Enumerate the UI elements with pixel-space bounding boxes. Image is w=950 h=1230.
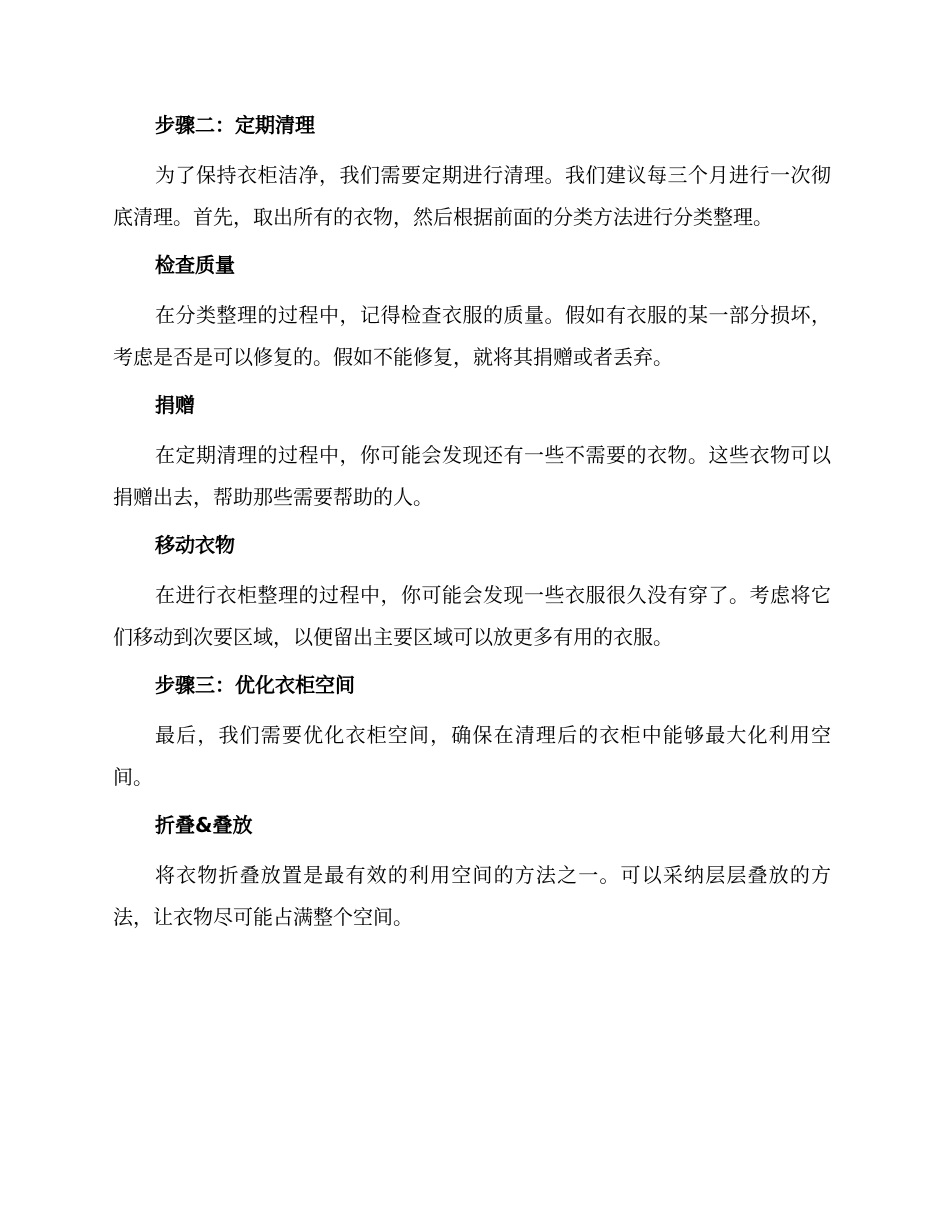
section-regular-cleaning bbox=[113, 108, 831, 238]
section-fold-stack bbox=[113, 808, 831, 938]
section-move-clothes bbox=[113, 528, 831, 658]
section-paragraph: 为了保持衣柜洁净，我们需要定期进行清理。我们建议每三个月进行一次彻底清理。首先，取出所有的衣物，然后根据前面的分类方法进行分类整理。 bbox=[113, 163, 831, 229]
section-heading: 检查质量 bbox=[155, 253, 235, 277]
section-heading: 移动衣物 bbox=[155, 533, 235, 557]
section-paragraph: 在分类整理的过程中，记得检查衣服的质量。假如有衣服的某一部分损坏，考虑是否是可以修复的。假如不能修复，就将其捐赠或者丢弃。 bbox=[113, 303, 831, 369]
section-paragraph: 在进行衣柜整理的过程中，你可能会发现一些衣服很久没有穿了。考虑将它们移动到次要区域，以便留出主要区域可以放更多有用的衣服。 bbox=[113, 583, 831, 649]
section-paragraph: 在定期清理的过程中，你可能会发现还有一些不需要的衣物。这些衣物可以捐赠出去，帮助那些需要帮助的人。 bbox=[113, 443, 831, 509]
section-paragraph: 将衣物折叠放置是最有效的利用空间的方法之一。可以采纳层层叠放的方法，让衣物尽可能占满整个空间。 bbox=[113, 863, 831, 929]
section-heading: 步骤三：优化衣柜空间 bbox=[155, 673, 355, 697]
section-heading: 折叠&叠放 bbox=[155, 813, 253, 837]
section-optimize-space bbox=[113, 668, 831, 798]
section-heading: 捐赠 bbox=[155, 393, 195, 417]
section-check-quality bbox=[113, 248, 831, 378]
section-heading: 步骤二：定期清理 bbox=[155, 113, 315, 137]
section-paragraph: 最后，我们需要优化衣柜空间，确保在清理后的衣柜中能够最大化利用空间。 bbox=[113, 723, 831, 789]
section-donate bbox=[113, 388, 831, 518]
document-page bbox=[113, 108, 831, 948]
